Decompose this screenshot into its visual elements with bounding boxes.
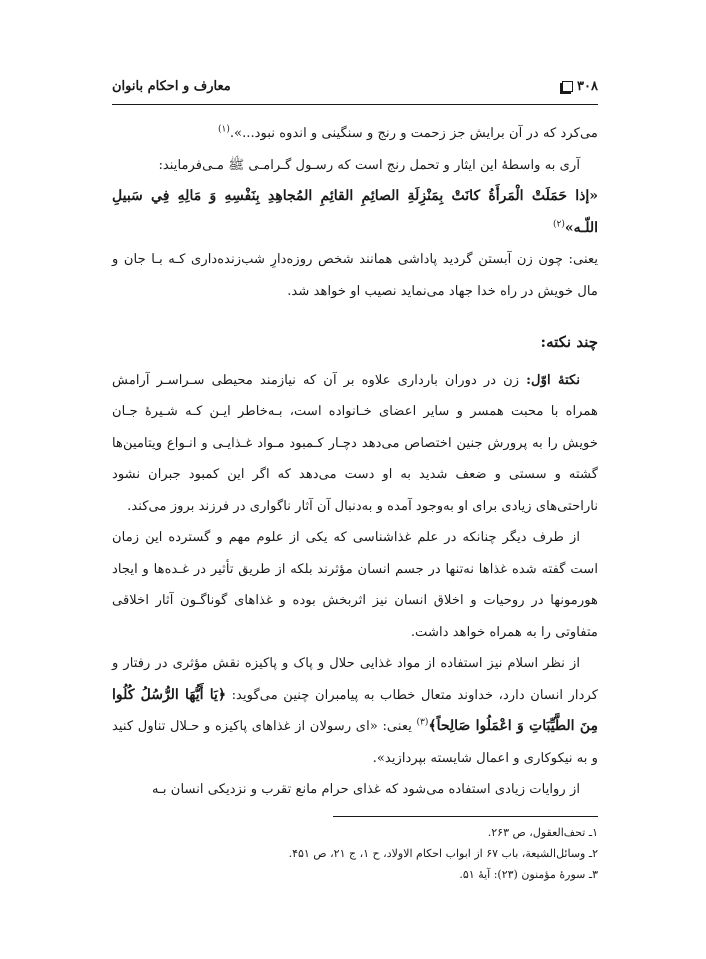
body-text: [112, 118, 598, 806]
footnote-ref-2: (۲): [552, 219, 565, 230]
paragraph-3-text: یعنی: چون زن آبستن گردید پاداشی همانند شخص روزه‌دارِ شب‌زنده‌داری کـه بـا جان و مال خویش در راه خدا جهاد می‌نماید نصیب او خواهد شد.: [112, 252, 598, 299]
paragraph-7-text: از روایات زیادی استفاده می‌شود که غذای حرام مانع تقرب و نزدیکی انسان بـه: [152, 782, 580, 797]
paragraph-2: [112, 150, 598, 182]
footnotes: [112, 822, 598, 885]
footnote-item: ۳ـ سورهٔ مؤمنون (۲۳): آیهٔ ۵۱.: [459, 868, 598, 881]
book-title: معارف و احکام بانوان: [112, 78, 231, 94]
point-one-label: نکتهٔ اوّل:: [526, 372, 581, 388]
hadith-line: [112, 181, 598, 244]
paragraph-6: [112, 648, 598, 774]
footnote-divider: [333, 816, 598, 817]
paragraph-5-text: از طرف دیگر چنانکه در علم غذاشناسی که یکی از علوم مهم و گسترده این زمان است گفته شده غذاها نه‌تنها در جسم انسان مؤثرند بلکه از طریق تأثیر در غـده‌ها و ایجاد هورمونها در روحیات و اخلاق انسان نیز اثربخش بوده و غذاهای گوناگـون آثار اخلاقی متفاوتی را به همراه خواهد داشت.: [112, 530, 598, 640]
square-ornament-icon: [562, 81, 573, 92]
page-number-block: [562, 79, 598, 94]
paragraph-3: [112, 244, 598, 307]
hadith-quote: «إذا حَمَلَتْ الْمَرأَةُ کانَتْ بِمَنْزِلَةِ الصائِمِ القائِمِ المُجاهِدِ بِنَفْسِهِ وَ مَالِهِ فِي سَبيلِ اللّـه»: [112, 188, 598, 236]
paragraph-6-translation: یعنی: «ای رسولان از غذاهای پاکیزه و حـلال تناول کنید و به نیکوکاری و اعمال شایسته بپردازید».: [112, 719, 598, 766]
section-title: چند نکته:: [540, 333, 598, 351]
paragraph-5: [112, 522, 598, 648]
paragraph-4-text: زن در دوران بارداری علاوه بر آن که نیازمند محیطی سـراسـر آرامش همراه با محبت همسر و سایر اعضای خـانواده است، بـه‌خاطر ایـن کـه شـیرهٔ جـان خویش را به پرورش جنین اختصاص می‌دهد دچـار کـمبود مـواد غـذایـی و انـواع ویتامین‌ها گشته و سستی و ضعف شدید به او دست می‌دهد که اگر این کمبود جبران نشود ناراحتی‌های زیادی برای او به‌وجود آمده و به‌دنبال آن آثار ناگواری در فرزند بروز می‌کند.: [112, 372, 598, 514]
paragraph-1-text: می‌کرد که در آن برایش جز زحمت و رنج و سنگینی و اندوه نبود...».: [229, 126, 598, 141]
footnote-ref-3: (۳): [416, 717, 429, 728]
quran-verse: ﴿يَا أَيُّهَا الرُّسُلُ كُلُوا مِنَ الطَّيِّبَاتِ وَ اعْمَلُوا صَالِحاً﴾: [112, 686, 598, 734]
paragraph-1: [112, 118, 598, 150]
paragraph-2-text: آری به واسطهٔ این ایثار و تحمل رنج است که رسـول گـرامـی ﷺ مـی‌فرمایند:: [158, 157, 580, 173]
paragraph-7: [112, 774, 598, 806]
page-number: ۳۰۸: [577, 78, 598, 94]
paragraph-6-intro: از نظر اسلام نیز استفاده از مواد غذایی حلال و پاک و پاکیزه نقش مؤثری در رفتار و کردار انسان دارد، خداوند متعال خطاب به پیامبران چنین می‌گوید:: [112, 656, 598, 703]
paragraph-4: [112, 365, 598, 523]
footnote-item: ۲ـ وسائل‌الشیعة، باب ۶۷ از ابواب احکام الاولاد، ح ۱، ج ۲۱، ص ۴۵۱.: [288, 847, 598, 860]
running-header: [112, 76, 598, 96]
header-divider: [112, 104, 598, 105]
footnote-ref-1: (۱): [217, 124, 230, 135]
footnote-item: ۱ـ تحف‌العقول، ص ۲۶۳.: [487, 826, 598, 839]
